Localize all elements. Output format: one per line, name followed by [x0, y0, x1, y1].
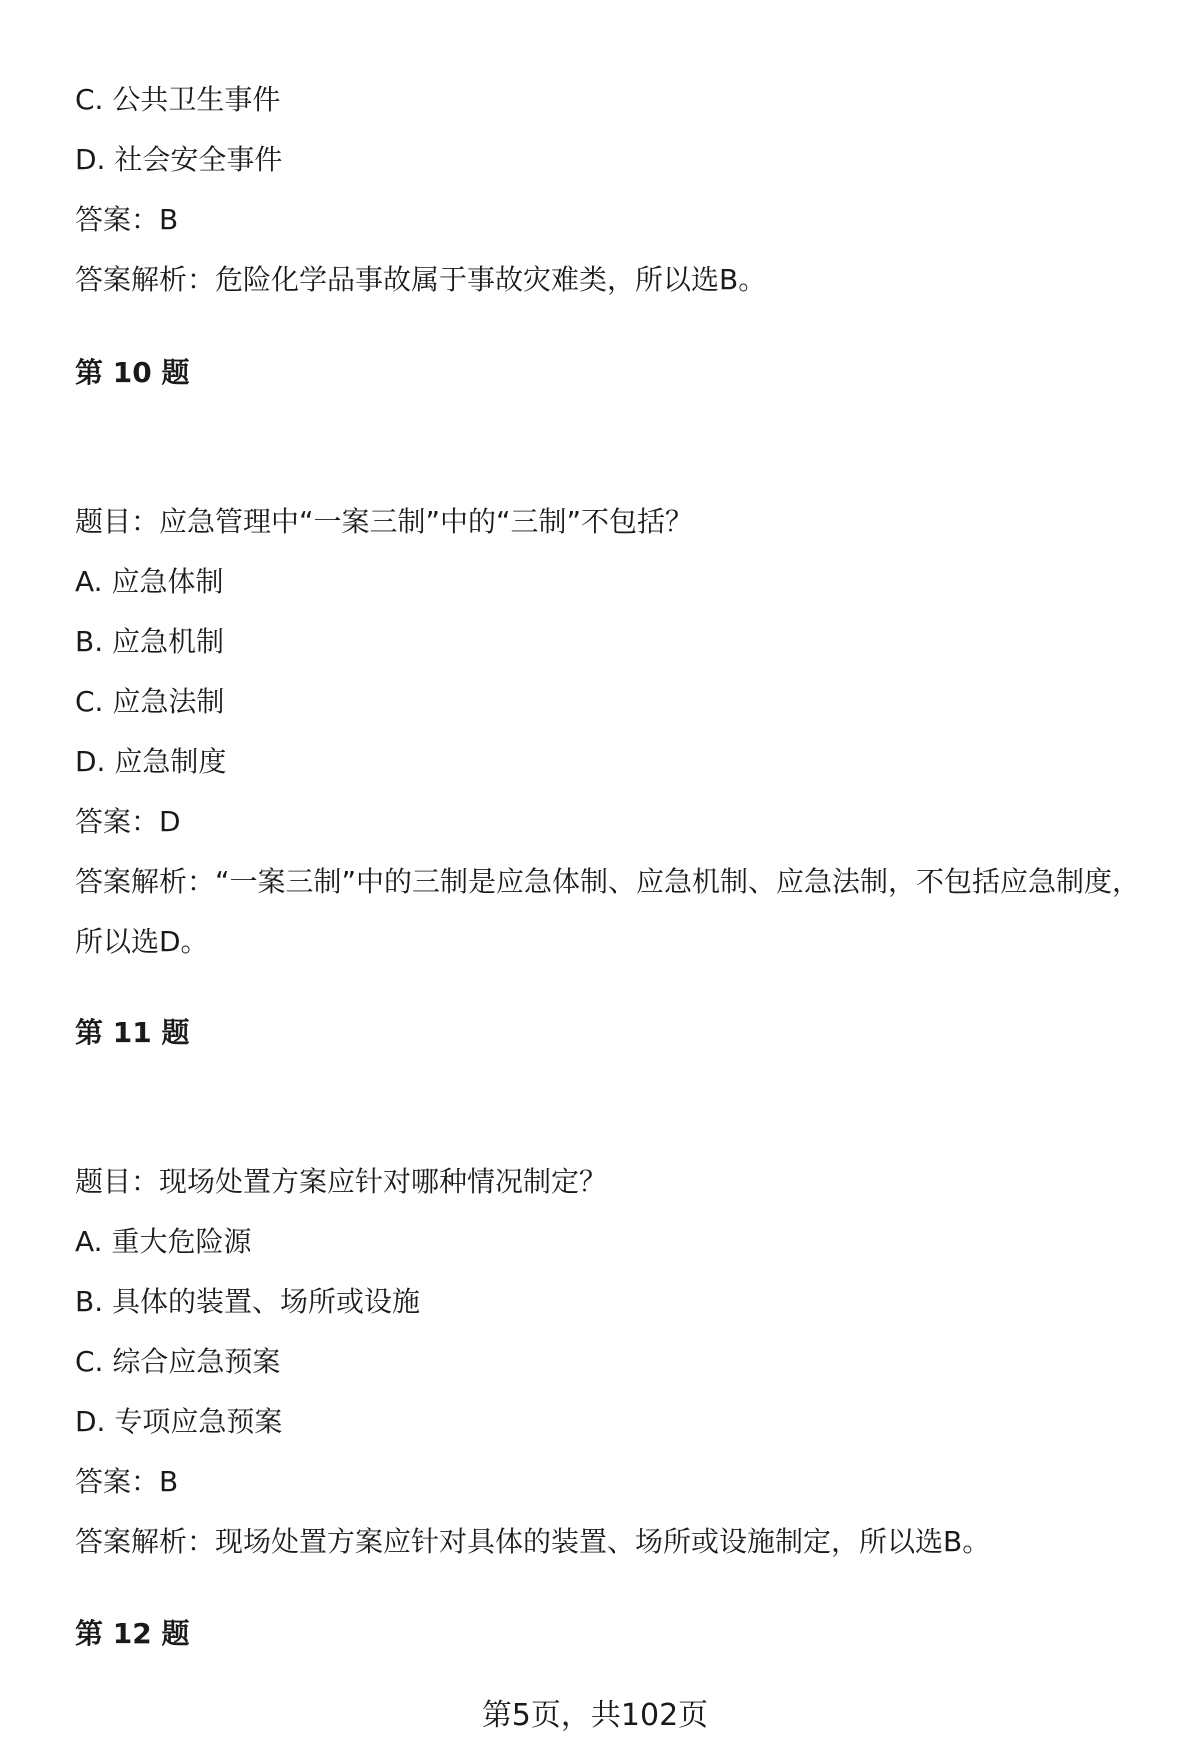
q10-option-a: A. 应急体制	[75, 565, 224, 598]
q10-option-d: D. 应急制度	[75, 745, 227, 778]
q11-option-b: B. 具体的装置、场所或设施	[75, 1285, 421, 1318]
q11-option-c: C. 综合应急预案	[75, 1345, 281, 1378]
q11-analysis: 答案解析：现场处置方案应针对具体的装置、场所或设施制定，所以选B。	[75, 1525, 991, 1558]
q10-option-b: B. 应急机制	[75, 625, 225, 658]
q10-question: 题目：应急管理中“一案三制”中的“三制”不包括？	[75, 505, 694, 538]
q11-option-a: A. 重大危险源	[75, 1225, 252, 1258]
page-indicator: 第5页，共102页	[481, 1698, 709, 1733]
q10-option-c: C. 应急法制	[75, 685, 225, 718]
q10-heading: 第 10 题	[75, 356, 190, 389]
q10-analysis: 答案解析：“一案三制”中的三制是应急体制、应急机制、应急法制，不包括应急制度，所以选D。	[75, 865, 1141, 958]
q12-heading: 第 12 题	[75, 1617, 190, 1650]
prev-answer: 答案：B	[75, 203, 179, 236]
q11-question: 题目：现场处置方案应针对哪种情况制定？	[75, 1165, 608, 1198]
q11-answer: 答案：B	[75, 1465, 179, 1498]
prev-option-d: D. 社会安全事件	[75, 143, 283, 176]
q11-heading: 第 11 题	[75, 1016, 190, 1049]
q11-option-d: D. 专项应急预案	[75, 1405, 283, 1438]
prev-option-c: C. 公共卫生事件	[75, 83, 281, 116]
q10-answer: 答案：D	[75, 805, 181, 838]
prev-analysis: 答案解析：危险化学品事故属于事故灾难类，所以选B。	[75, 263, 767, 296]
